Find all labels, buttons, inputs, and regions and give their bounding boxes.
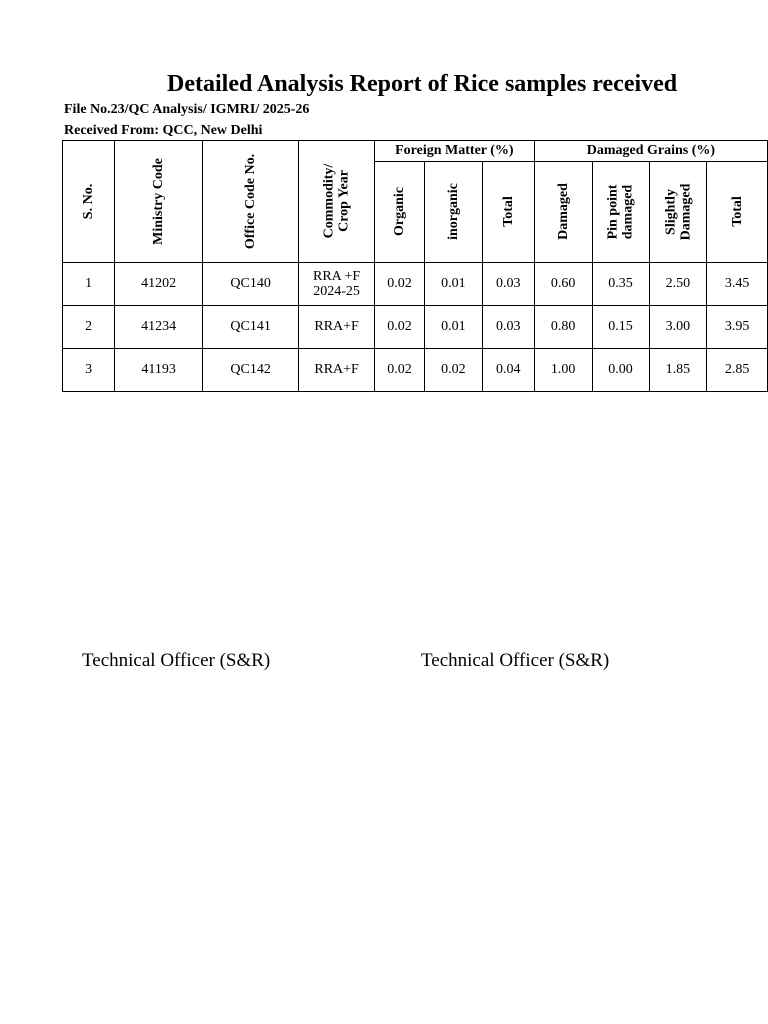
header-commodity-line2: Crop Year (336, 170, 352, 232)
cell-ministry-code: 41234 (115, 306, 203, 349)
cell-dg-total: 3.95 (707, 306, 768, 349)
cell-office-code: QC141 (203, 306, 299, 349)
cell-inorganic: 0.02 (424, 349, 482, 392)
cell-office-code: QC142 (203, 349, 299, 392)
header-commodity (299, 141, 375, 263)
cell-sno: 2 (63, 306, 115, 349)
cell-ministry-code: 41202 (115, 263, 203, 306)
cell-office-code: QC140 (203, 263, 299, 306)
cell-ministry-code: 41193 (115, 349, 203, 392)
cell-sno: 3 (63, 349, 115, 392)
header-foreign-matter-group: Foreign Matter (%) (374, 141, 534, 162)
cell-damaged: 1.00 (534, 349, 592, 392)
cell-fm-total: 0.03 (482, 306, 534, 349)
cell-commodity: RRA+F (299, 349, 375, 392)
header-fm-total-label: Total (500, 196, 516, 227)
cell-fm-total: 0.03 (482, 263, 534, 306)
cell-organic: 0.02 (374, 263, 424, 306)
cell-slightly-damaged: 1.85 (649, 349, 707, 392)
cell-inorganic: 0.01 (424, 263, 482, 306)
signature-technical-officer-right: Technical Officer (S&R) (421, 650, 610, 671)
header-damaged (534, 162, 592, 263)
header-office-code-label: Office Code No. (243, 153, 259, 249)
signature-technical-officer-left: Technical Officer (S&R) (82, 650, 271, 671)
header-pin-point (592, 162, 649, 263)
cell-pin-point: 0.00 (592, 349, 649, 392)
header-sno-label: S. No. (81, 183, 97, 219)
table-header-row-groups (63, 141, 768, 162)
header-damaged-label: Damaged (555, 183, 571, 240)
cell-organic: 0.02 (374, 349, 424, 392)
cell-damaged: 0.80 (534, 306, 592, 349)
report-title: Detailed Analysis Report of Rice samples received (167, 71, 678, 97)
header-slightly-line2: Damaged (677, 183, 693, 240)
header-organic (374, 162, 424, 263)
table-row (63, 263, 768, 306)
header-slightly-line1: Slightly (662, 188, 678, 235)
header-pin-point-label (606, 184, 636, 239)
cell-slightly-damaged: 2.50 (649, 263, 707, 306)
table-row (63, 306, 768, 349)
cell-pin-point: 0.35 (592, 263, 649, 306)
header-slightly-damaged-label (663, 183, 693, 240)
file-number: File No.23/QC Analysis/ IGMRI/ 2025-26 (64, 102, 310, 117)
cell-organic: 0.02 (374, 306, 424, 349)
cell-fm-total: 0.04 (482, 349, 534, 392)
header-fm-total (482, 162, 534, 263)
cell-slightly-damaged: 3.00 (649, 306, 707, 349)
received-from: Received From: QCC, New Delhi (64, 123, 263, 138)
header-commodity-line1: Commodity/ (321, 163, 337, 239)
cell-inorganic: 0.01 (424, 306, 482, 349)
header-ministry-code-label: Ministry Code (151, 157, 167, 245)
header-inorganic (424, 162, 482, 263)
cell-damaged: 0.60 (534, 263, 592, 306)
report-title-area (63, 66, 685, 102)
cell-commodity-line1: RRA +F (313, 269, 361, 284)
header-dg-total (707, 162, 768, 263)
cell-sno: 1 (63, 263, 115, 306)
header-damaged-grains-group: Damaged Grains (%) (534, 141, 767, 162)
cell-dg-total: 3.45 (707, 263, 768, 306)
header-slightly-damaged (649, 162, 707, 263)
cell-commodity: RRA+F (299, 306, 375, 349)
header-ministry-code (115, 141, 203, 263)
cell-dg-total: 2.85 (707, 349, 768, 392)
cell-commodity (299, 263, 375, 306)
header-sno (63, 141, 115, 263)
header-commodity-label (322, 164, 352, 239)
cell-pin-point: 0.15 (592, 306, 649, 349)
header-dg-total-label: Total (729, 196, 745, 227)
header-inorganic-label: inorganic (445, 183, 461, 240)
header-pin-point-line2: damaged (620, 184, 636, 239)
table-row (63, 349, 768, 392)
header-organic-label: Organic (391, 187, 407, 236)
header-office-code (203, 141, 299, 263)
analysis-table (62, 140, 768, 392)
cell-commodity-line2: 2024-25 (313, 284, 360, 299)
header-pin-point-line1: Pin point (605, 184, 621, 239)
